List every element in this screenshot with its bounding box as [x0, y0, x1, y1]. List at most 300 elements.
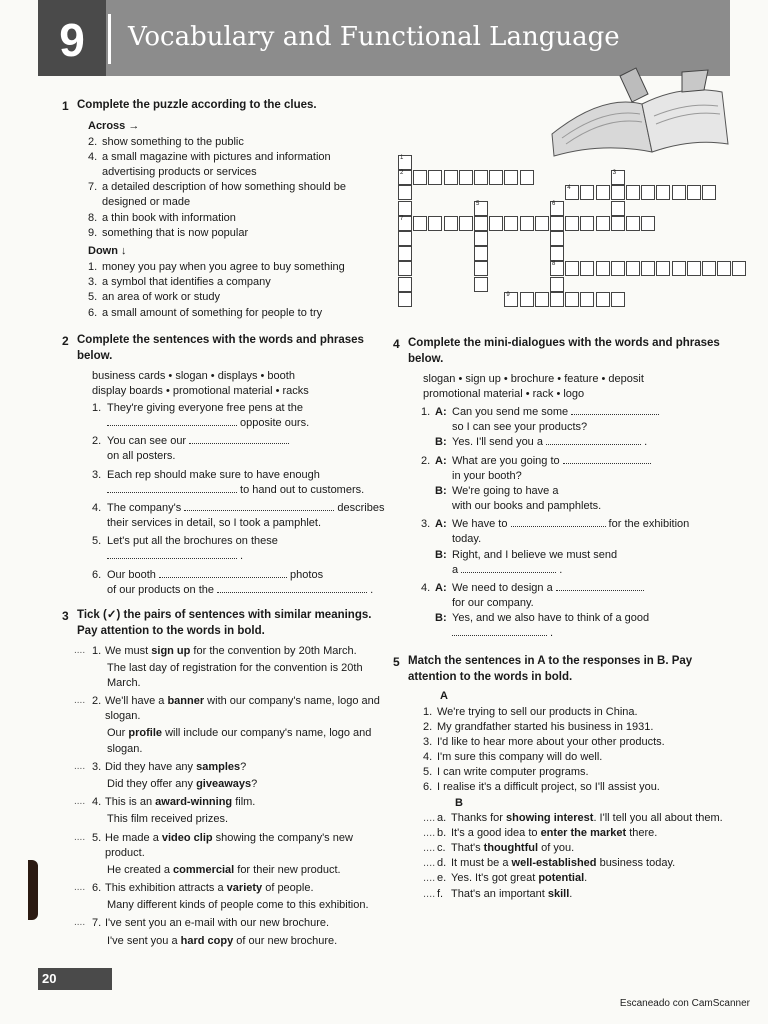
text-part: will include our company's name, logo and slogan. [107, 727, 372, 755]
word-box-2-line-2: display boards • promotional material • racks [92, 384, 309, 397]
scanner-footer: Escaneado con CamScanner [619, 998, 750, 1009]
across-heading: Across → [88, 119, 140, 132]
text-part: ? [240, 760, 247, 773]
exercise-4-heading: 4 Complete the mini-dialogues with the words and phrases below. [393, 337, 720, 365]
answer-blank [184, 501, 334, 511]
text-part: for the convention by 20th March. [190, 644, 357, 657]
clue-label-3: 3 [612, 170, 617, 177]
clue-label-9: 9 [506, 291, 510, 298]
column-a-sentence [423, 765, 723, 780]
exercise-2-item [92, 401, 386, 431]
dialogue-text [452, 484, 558, 499]
sentence-text [105, 694, 386, 724]
pair-sentence-2 [107, 777, 386, 792]
answer-blank [159, 568, 287, 578]
pair-sentence-2 [107, 726, 386, 756]
clue-number: 1. [88, 261, 98, 274]
pair-sentence-2 [107, 863, 386, 878]
bold-term: hard copy [180, 934, 234, 947]
answer-blank [511, 517, 606, 527]
column-b-response [423, 856, 723, 871]
sentence-text [105, 644, 357, 659]
speaker-label: B: [435, 548, 447, 561]
sentence-text [105, 881, 314, 896]
page-title: Vocabulary and Functional Language [128, 22, 620, 52]
text-part: We have to [452, 518, 511, 531]
exercise-1-heading: 1 Complete the puzzle according to the clues. [62, 99, 317, 113]
sentence-pair [76, 694, 386, 757]
text-part: Our [107, 727, 129, 740]
crossword-cell [732, 261, 746, 276]
clue-label-6: 6 [552, 200, 556, 207]
dialogue-text [452, 517, 689, 532]
text-part: You can see our [107, 435, 190, 448]
exercise-2-item [92, 568, 386, 598]
column-b-response [423, 811, 723, 826]
crossword-cell [398, 277, 412, 292]
item-number: 1. [92, 401, 102, 414]
text-part: The last day of registration for the convention is 20th March. [107, 661, 363, 689]
bold-term: banner [167, 695, 205, 708]
item-line-2 [107, 416, 309, 431]
crossword-cell [504, 170, 518, 185]
response-text [451, 826, 657, 841]
text-part: It's a good idea to [451, 826, 541, 839]
item-letter: c. [437, 842, 446, 855]
text-part: He created a [107, 863, 174, 876]
sentence-text: I'm sure this company will do well. [437, 751, 603, 764]
item-number: 5. [92, 535, 102, 548]
speaker-label: A: [435, 518, 447, 531]
crossword-cell [580, 185, 594, 200]
crossword-cell [611, 216, 625, 231]
answer-dash: .... [423, 872, 436, 885]
crossword-cell [596, 185, 610, 200]
crossword-cell [398, 292, 412, 307]
column-b-response [423, 887, 723, 902]
speaker-b-line [421, 484, 723, 499]
item-letter: b. [437, 826, 447, 839]
word-box-4-line-1: slogan • sign up • brochure • feature • deposit [423, 372, 644, 385]
text-part: Thanks for [451, 811, 507, 824]
crossword-cell [489, 170, 503, 185]
item-line-1 [107, 434, 289, 449]
sentence-pair [76, 760, 386, 792]
answer-dash: .... [423, 887, 436, 900]
text-part: their services in detail, so I took a pamphlet. [107, 517, 321, 530]
tick-box: .... [74, 831, 86, 843]
text-part: of our products on the [107, 583, 218, 596]
pair-sentence-2 [107, 661, 386, 691]
continuation [452, 626, 723, 641]
item-line-2 [107, 516, 384, 531]
right-column [393, 330, 723, 902]
down-clue [88, 275, 386, 290]
item-number: 1. [92, 644, 102, 657]
crossword-cell [641, 216, 655, 231]
clue-number: 4. [88, 150, 98, 163]
continuation [452, 563, 723, 578]
speaker-label: A: [435, 406, 447, 419]
crossword-cell [398, 185, 412, 200]
crossword-cell [398, 261, 412, 276]
answer-dash: .... [423, 857, 436, 870]
text-part: showing the company's new product. [105, 831, 353, 859]
dialogue-text [452, 581, 644, 596]
item-line-2 [107, 549, 278, 564]
text-part: This is an [105, 796, 156, 809]
clue-text: money you pay when you agree to buy something [102, 261, 345, 274]
pair-sentence-1 [76, 795, 386, 810]
answer-blank [452, 626, 547, 636]
bold-term: commercial [173, 863, 235, 876]
clue-text: a symbol that identifies a company [102, 276, 271, 289]
bold-term: profile [128, 727, 163, 740]
speaker-label: B: [435, 612, 447, 625]
clue-text: show something to the public [102, 135, 244, 148]
bold-term: video clip [161, 831, 213, 844]
item-letter: d. [437, 857, 447, 870]
item-letter: e. [437, 872, 447, 885]
pair-sentence-2 [107, 898, 386, 913]
text-part: for their new product. [234, 863, 341, 876]
item-number: 5. [92, 831, 102, 844]
item-number: 5. [423, 766, 433, 779]
continuation: in your booth? [452, 469, 522, 482]
item-letter: f. [437, 887, 444, 900]
item-number: 2. [423, 720, 433, 733]
crossword-cell [428, 170, 442, 185]
tick-box: .... [74, 796, 86, 808]
text-part: . [367, 583, 374, 596]
item-line-2 [107, 583, 373, 598]
clue-number: 8. [88, 211, 98, 224]
sentence-pair [76, 795, 386, 827]
item-number: 6. [423, 781, 433, 794]
text-part: Each rep should make sure to have enough [107, 468, 320, 481]
crossword-cell [565, 261, 579, 276]
answer-blank [217, 583, 367, 593]
dialogue-text [452, 548, 617, 563]
down-clues [76, 260, 386, 321]
crossword-cell [474, 231, 488, 246]
item-line-1 [107, 568, 373, 583]
chapter-number: 9 [38, 0, 106, 76]
speaker-b-line [421, 611, 723, 626]
crossword-cell [489, 216, 503, 231]
answer-blank [189, 434, 289, 444]
down-clue [88, 290, 386, 305]
sentence-pair [76, 644, 386, 692]
bold-term: potential [538, 872, 585, 885]
across-clues [76, 135, 386, 241]
text-part: This exhibition attracts a [105, 882, 227, 895]
tick-box: .... [74, 644, 86, 656]
crossword-cell [520, 170, 534, 185]
crossword-cell [535, 216, 549, 231]
item-number: 4. [421, 581, 431, 594]
answer-blank [546, 435, 641, 445]
answer-blank [556, 581, 644, 591]
crossword-cell [550, 292, 564, 307]
crossword-cell [611, 292, 625, 307]
crossword-cell [550, 216, 564, 231]
text-part: there. [626, 826, 658, 839]
text-part: The company's [107, 501, 185, 514]
crossword-cell [565, 216, 579, 231]
exercise-4-dialogues [407, 405, 723, 642]
crossword-cell [444, 170, 458, 185]
text-part: . [584, 872, 588, 885]
clue-text: a detailed description of how something should be designed or made [102, 181, 346, 209]
crossword-cell [550, 277, 564, 292]
item-number: 6. [92, 882, 102, 895]
mini-dialogue [421, 517, 723, 578]
continuation: so I can see your products? [452, 421, 588, 434]
sentence-pair [76, 831, 386, 879]
exercise-2-item [92, 468, 386, 498]
item-number: 2. [92, 435, 102, 448]
crossword-cell [596, 216, 610, 231]
item-line-1 [107, 401, 309, 416]
word-box-2-line-1: business cards • slogan • displays • booth [92, 369, 295, 382]
column-b-response [423, 826, 723, 841]
text-part: for the exhibition [605, 518, 690, 531]
crossword-cell [474, 246, 488, 261]
clue-text: a small magazine with pictures and information advertising products or services [102, 150, 331, 179]
clue-number: 6. [88, 306, 98, 319]
crossword-cell [398, 201, 412, 216]
text-part: Our booth [107, 568, 159, 581]
text-part: He made a [105, 831, 162, 844]
bold-term: variety [226, 882, 263, 895]
text-part: Right, and I believe we must send [452, 548, 618, 561]
bold-term: thoughtful [483, 842, 539, 855]
text-part: . [237, 550, 244, 563]
column-b-response [423, 871, 723, 886]
crossword-cell [520, 216, 534, 231]
crossword-cell [398, 231, 412, 246]
item-letter: a. [437, 811, 447, 824]
dialogue-text [452, 435, 647, 450]
text-part: We need to design a [452, 581, 556, 594]
pair-sentence-1 [76, 916, 386, 931]
exercise-5-heading: 5 Match the sentences in A to the responses in B. Pay attention to the words in bold. [393, 654, 693, 683]
text-part: We must [105, 644, 152, 657]
sentence-pair [76, 881, 386, 913]
crossword-cell [672, 261, 686, 276]
crossword-cell [687, 261, 701, 276]
item-text [107, 568, 373, 598]
exercise-2-item [92, 434, 386, 464]
answer-blank [107, 416, 237, 426]
item-line-2 [107, 483, 364, 498]
pair-sentence-1 [76, 644, 386, 659]
text-part: Can you send me some [452, 406, 572, 419]
clue-label-2: 2 [400, 170, 404, 177]
down-heading: Down ↓ [88, 244, 127, 257]
bold-term: well-established [511, 857, 597, 870]
exercise-3-pairs [76, 644, 386, 949]
bold-term: samples [196, 760, 241, 773]
text-part: Did they offer any [107, 778, 197, 790]
sentence-text: I'd like to hear more about your other products. [437, 735, 665, 748]
continuation: today. [452, 533, 482, 546]
item-number: 3. [92, 760, 102, 773]
crossword-cell [428, 216, 442, 231]
sentence-text: I can write computer programs. [437, 766, 589, 779]
crossword-cell [459, 216, 473, 231]
crossword-cell [702, 185, 716, 200]
item-line-1 [107, 501, 384, 516]
item-number: 1. [423, 705, 433, 718]
item-number: 2. [421, 454, 431, 467]
item-number: 6. [92, 568, 102, 581]
pair-sentence-1 [76, 831, 386, 861]
crossword-cell [656, 185, 670, 200]
speaker-a-line [421, 405, 723, 420]
crossword-cell [565, 292, 579, 307]
crossword-cell [398, 246, 412, 261]
response-text [451, 887, 572, 902]
sentence-text [105, 831, 386, 861]
item-text [107, 434, 289, 464]
crossword-cell [702, 261, 716, 276]
item-number: 3. [421, 518, 431, 531]
sentence-text: My grandfather started his business in 1931. [437, 720, 654, 733]
crossword-cell [687, 185, 701, 200]
text-part: of you. [538, 842, 575, 855]
item-number: 7. [92, 917, 102, 930]
item-text [107, 468, 364, 498]
item-number: 3. [423, 735, 433, 748]
item-text [107, 534, 278, 564]
speaker-b-line [421, 435, 723, 450]
exercise-2-sentences [76, 401, 386, 598]
item-number: 2. [92, 695, 102, 708]
crossword-puzzle [398, 155, 728, 315]
text-part: Yes. I'll send you a [452, 436, 547, 449]
tick-box: .... [74, 882, 86, 894]
column-b-heading: B [455, 796, 463, 809]
column-b-response [423, 841, 723, 856]
crossword-cell [474, 277, 488, 292]
item-number: 4. [423, 751, 433, 764]
text-part: opposite ours. [237, 417, 310, 430]
text-part: . I'll tell you all about them. [593, 811, 723, 824]
text-part: Yes. It's got great [451, 872, 539, 885]
dialogue-text [452, 611, 649, 626]
tick-box: .... [74, 917, 86, 929]
crossword-cell [626, 185, 640, 200]
text-part: We're going to have a [452, 484, 559, 497]
item-line-1 [107, 534, 278, 549]
crossword-cell [717, 261, 731, 276]
text-part: . [547, 627, 554, 640]
across-clue [88, 135, 386, 150]
page-number: 20 [38, 968, 112, 990]
text-part: a [452, 563, 462, 576]
answer-blank [107, 483, 237, 493]
left-column [62, 92, 386, 952]
text-part: Many different kinds of people come to this exhibition. [107, 899, 369, 912]
continuation: for our company. [452, 597, 534, 610]
answer-blank [461, 563, 556, 573]
crossword-cell [580, 292, 594, 307]
sentence-text: I realise it's a difficult project, so I'll assist you. [437, 781, 660, 794]
mini-dialogue [421, 405, 723, 451]
item-number: 3. [92, 468, 102, 481]
text-part: . [556, 563, 563, 576]
sentence-text [105, 795, 255, 810]
tick-box: .... [74, 695, 86, 707]
open-book-illustration [532, 64, 730, 160]
answer-dash: .... [423, 826, 436, 839]
crossword-cell [611, 201, 625, 216]
crossword-cell [474, 216, 488, 231]
clue-number: 3. [88, 276, 98, 289]
response-text [451, 811, 723, 826]
dialogue-text [452, 405, 659, 420]
column-a-sentence [423, 705, 723, 720]
item-line-1 [107, 468, 364, 483]
item-number: 1. [421, 406, 431, 419]
crossword-cell [550, 246, 564, 261]
clue-label-7: 7 [400, 215, 404, 222]
pair-sentence-2 [107, 934, 386, 949]
item-text [107, 501, 384, 531]
pair-sentence-1 [76, 881, 386, 896]
column-a-sentence [423, 735, 723, 750]
item-number: 4. [92, 796, 102, 809]
clue-number: 2. [88, 135, 98, 148]
text-part: That's [451, 842, 484, 855]
clue-label-5: 5 [476, 200, 480, 207]
text-part: to hand out to customers. [237, 483, 365, 496]
text-part: It must be a [451, 857, 512, 870]
clue-label-1: 1 [400, 155, 404, 161]
response-text [451, 856, 675, 871]
column-a-sentence [423, 720, 723, 735]
clue-label-8: 8 [552, 261, 556, 268]
across-clue [88, 150, 386, 180]
text-part: Let's put all the brochures on these [107, 535, 278, 548]
down-clue [88, 260, 386, 275]
sentence-text: We're trying to sell our products in China. [437, 705, 638, 718]
crossword-cell [611, 185, 625, 200]
crossword-cell [444, 216, 458, 231]
speaker-label: B: [435, 484, 447, 497]
sentence-text [105, 760, 246, 775]
crossword-cell [596, 292, 610, 307]
crossword-cell [550, 231, 564, 246]
speaker-a-line [421, 581, 723, 596]
across-clue [88, 211, 386, 226]
text-part: What are you going to [452, 454, 563, 467]
text-part: with our company's name, logo and slogan. [105, 695, 380, 723]
crossword-cell [459, 170, 473, 185]
speaker-label: A: [435, 454, 447, 467]
clue-text: a thin book with information [102, 211, 236, 224]
speaker-b-line [421, 548, 723, 563]
pair-sentence-1 [76, 694, 386, 724]
answer-blank [563, 454, 651, 464]
crossword-cell [626, 261, 640, 276]
text-part: . [641, 436, 648, 449]
crossword-cell [626, 216, 640, 231]
item-text [107, 401, 309, 431]
column-a-sentences [407, 705, 723, 796]
